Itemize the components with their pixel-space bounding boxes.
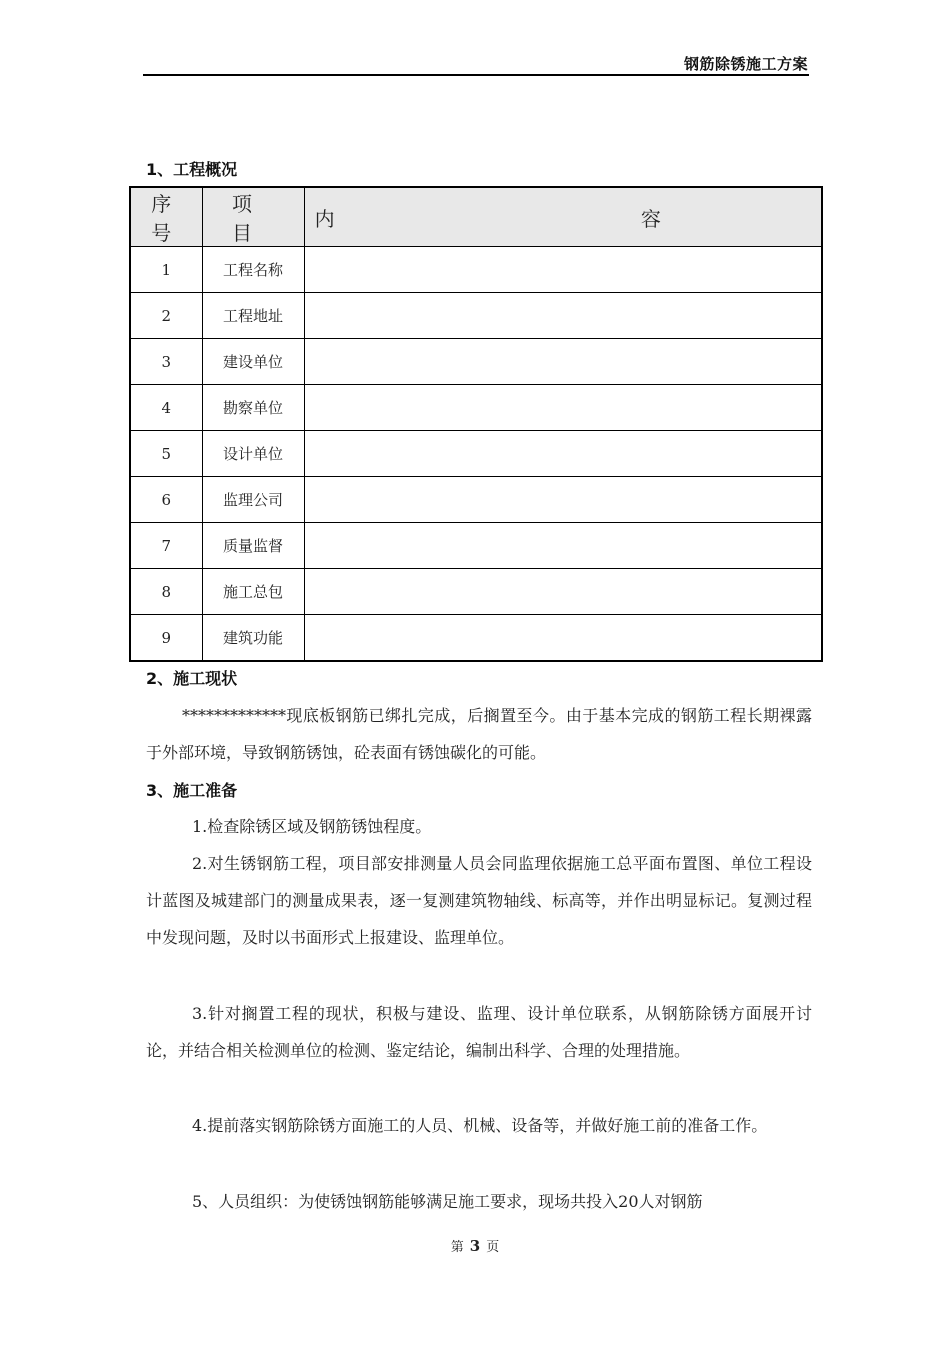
table-row (130, 477, 822, 523)
row-number: 6 (130, 477, 202, 523)
header-item: 项 目 (202, 187, 304, 247)
row-item: 勘察单位 (202, 385, 304, 431)
header-divider (143, 74, 809, 76)
section-heading-current-status: 2、施工现状 (146, 669, 238, 688)
table-row (130, 569, 822, 615)
row-number: 4 (130, 385, 202, 431)
row-item: 工程名称 (202, 247, 304, 293)
table-row (130, 431, 822, 477)
project-overview-table (129, 186, 823, 662)
row-content (304, 477, 822, 523)
row-number: 3 (130, 339, 202, 385)
page-footer (0, 1236, 950, 1255)
header-seq: 序 号 (130, 187, 202, 247)
preparation-item-5: 5、人员组织：为使锈蚀钢筋能够满足施工要求，现场共投入20人对钢筋 (192, 1192, 703, 1211)
table-row (130, 339, 822, 385)
row-number: 5 (130, 431, 202, 477)
document-header-title: 钢筋除锈施工方案 (683, 55, 808, 73)
row-item: 质量监督 (202, 523, 304, 569)
row-item: 设计单位 (202, 431, 304, 477)
row-content (304, 569, 822, 615)
row-number: 9 (130, 615, 202, 662)
page-suffix: 页 (486, 1240, 500, 1255)
table-row (130, 385, 822, 431)
row-number: 7 (130, 523, 202, 569)
page-prefix: 第 (450, 1240, 464, 1255)
section-heading-preparation: 3、施工准备 (146, 781, 238, 800)
row-content (304, 247, 822, 293)
row-content (304, 523, 822, 569)
row-number: 1 (130, 247, 202, 293)
row-item: 监理公司 (202, 477, 304, 523)
table-row (130, 247, 822, 293)
row-item: 建筑功能 (202, 615, 304, 662)
preparation-item-3: 3.针对搁置工程的现状，积极与建设、监理、设计单位联系，从钢筋除锈方面展开讨论，并结合相关检测单位的检测、鉴定结论，编制出科学、合理的处理措施。 (146, 1004, 812, 1060)
row-item: 施工总包 (202, 569, 304, 615)
row-content (304, 339, 822, 385)
section-heading-overview: 1、工程概况 (146, 160, 238, 179)
row-content (304, 431, 822, 477)
row-content (304, 385, 822, 431)
table-row (130, 293, 822, 339)
row-number: 8 (130, 569, 202, 615)
preparation-item-1: 1.检查除锈区域及钢筋锈蚀程度。 (192, 817, 432, 836)
row-content (304, 293, 822, 339)
row-item: 建设单位 (202, 339, 304, 385)
table-row (130, 523, 822, 569)
current-status-paragraph: *************现底板钢筋已绑扎完成，后搁置至今。由于基本完成的钢筋工程长期裸露于外部环境，导致钢筋锈蚀，砼表面有锈蚀碳化的可能。 (146, 706, 812, 762)
preparation-item-4: 4.提前落实钢筋除锈方面施工的人员、机械、设备等，并做好施工前的准备工作。 (192, 1116, 768, 1135)
table-header-row (130, 187, 822, 247)
page-number: 3 (469, 1237, 481, 1255)
preparation-item-2: 2.对生锈钢筋工程，项目部安排测量人员会同监理依据施工总平面布置图、单位工程设计蓝图及城建部门的测量成果表，逐一复测建筑物轴线、标高等，并作出明显标记。复测过程中发现问题，及时以书面形式上报建设、监理单位。 (146, 854, 812, 947)
row-number: 2 (130, 293, 202, 339)
header-content: 内 容 (304, 187, 822, 247)
row-item: 工程地址 (202, 293, 304, 339)
row-content (304, 615, 822, 662)
table-row (130, 615, 822, 662)
